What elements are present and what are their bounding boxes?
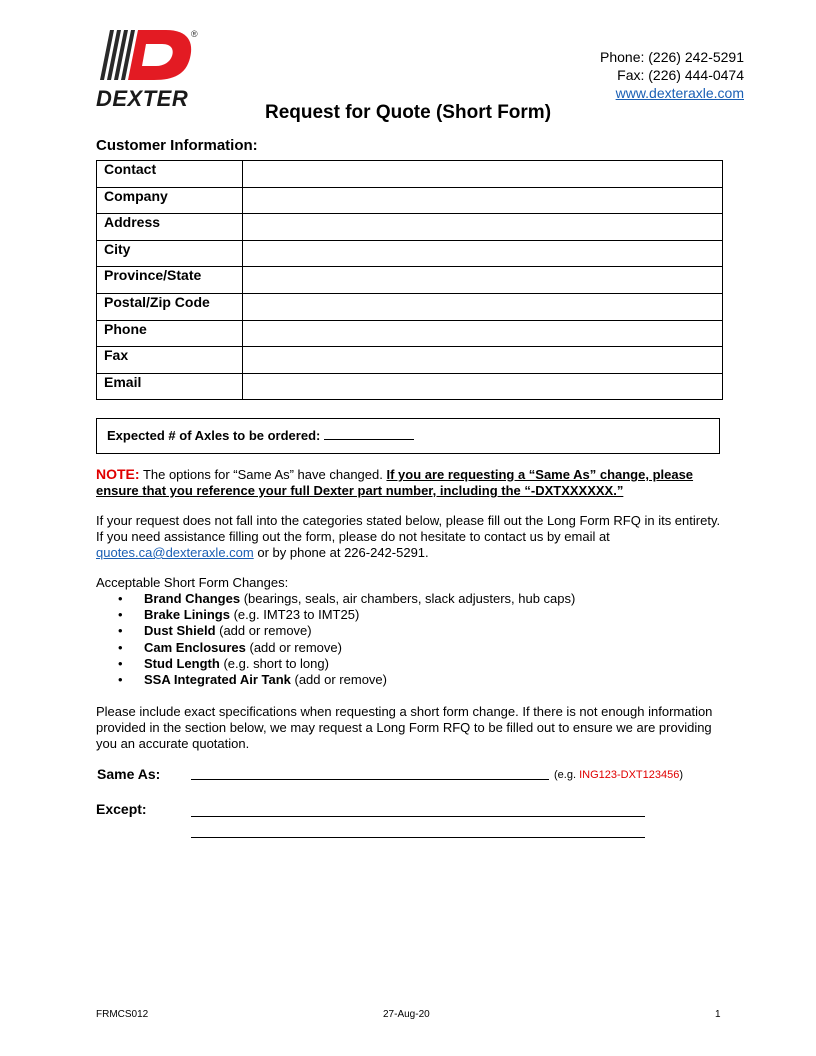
customer-row <box>97 267 723 294</box>
customer-field-label: Company <box>97 187 243 214</box>
email-link[interactable]: quotes.ca@dexteraxle.com <box>96 545 254 560</box>
axles-box <box>96 418 720 454</box>
logo-wordmark: DEXTER <box>96 86 189 111</box>
acceptable-changes-list <box>96 591 575 688</box>
note-text: The options for “Same As” have changed. <box>139 467 387 482</box>
customer-row <box>97 240 723 267</box>
change-description: (add or remove) <box>290 672 387 688</box>
customer-row <box>97 187 723 214</box>
except-label: Except: <box>96 801 147 817</box>
bullet-icon: • <box>118 607 123 623</box>
customer-field-label: Address <box>97 214 243 241</box>
change-name: Stud Length <box>144 655 220 671</box>
customer-field-label: Postal/Zip Code <box>97 293 243 320</box>
customer-field-input[interactable] <box>243 161 723 188</box>
customer-field-input[interactable] <box>243 240 723 267</box>
customer-row <box>97 293 723 320</box>
customer-field-input[interactable] <box>243 187 723 214</box>
change-name: SSA Integrated Air Tank <box>144 672 291 688</box>
list-item <box>96 672 575 688</box>
except-input-line-1[interactable] <box>191 816 645 817</box>
note-paragraph <box>96 466 726 499</box>
list-item <box>96 591 575 607</box>
bullet-icon: • <box>118 672 123 688</box>
same-as-example: (e.g. ING123-DXT123456) <box>554 769 684 781</box>
change-description: (add or remove) <box>215 623 312 639</box>
list-item <box>96 607 575 623</box>
change-name: Brake Linings <box>144 607 230 623</box>
same-as-label: Same As: <box>97 766 161 782</box>
customer-field-label: Email <box>97 373 243 400</box>
axles-input-line[interactable] <box>324 427 414 440</box>
bullet-icon: • <box>118 623 123 639</box>
change-description: (bearings, seals, air chambers, slack adjusters, hub caps) <box>240 591 576 606</box>
registered-mark: ® <box>191 29 198 39</box>
axles-label: Expected # of Axles to be ordered: <box>107 428 321 443</box>
instructions-paragraph <box>96 513 726 561</box>
customer-field-input[interactable] <box>243 347 723 374</box>
change-name: Brand Changes <box>144 591 241 606</box>
instructions-tail: or by phone at 226-242-5291. <box>253 545 429 560</box>
customer-field-input[interactable] <box>243 320 723 347</box>
customer-row <box>97 373 723 400</box>
list-item <box>96 640 575 656</box>
change-name: Dust Shield <box>144 623 216 639</box>
instructions-text: If your request does not fall into the categories stated below, please fill out the Long Form RFQ in its entirety. If you need assistance filling out the form, please do not hesitate to contact us by email at <box>96 513 721 544</box>
footer-date: 27-Aug-20 <box>383 1009 430 1020</box>
footer-page-number: 1 <box>715 1009 721 1020</box>
note-tag: NOTE: <box>96 466 140 482</box>
customer-info-table <box>96 160 723 400</box>
customer-field-label: Contact <box>97 161 243 188</box>
change-description: (e.g. short to long) <box>219 655 329 671</box>
change-description: (add or remove) <box>245 639 342 655</box>
website-link[interactable]: www.dexteraxle.com <box>615 85 744 101</box>
customer-field-label: Province/State <box>97 267 243 294</box>
customer-info-heading: Customer Information: <box>96 137 258 154</box>
customer-field-label: Fax <box>97 347 243 374</box>
change-name: Cam Enclosures <box>144 639 246 655</box>
example-part-number: ING123-DXT123456 <box>579 769 680 781</box>
same-as-input-line[interactable] <box>191 779 549 780</box>
contact-block <box>600 48 744 102</box>
note-emphasis: If you are requesting a “Same As” change, please ensure that you reference your full Dexter part number, including the “-DXTXXXXXX.” <box>96 467 694 498</box>
page-title: Request for Quote (Short Form) <box>264 102 552 123</box>
customer-field-input[interactable] <box>243 293 723 320</box>
acceptable-changes-heading: Acceptable Short Form Changes: <box>96 575 289 590</box>
customer-field-input[interactable] <box>243 373 723 400</box>
customer-row <box>97 320 723 347</box>
bullet-icon: • <box>118 639 123 655</box>
customer-field-label: Phone <box>97 320 243 347</box>
customer-field-label: City <box>97 240 243 267</box>
footer-form-code: FRMCS012 <box>96 1009 149 1020</box>
customer-row <box>97 214 723 241</box>
list-item <box>96 656 575 672</box>
specifications-paragraph: Please include exact specifications when requesting a short form change. If there is not enough information provided in the section below, we may request a Long Form RFQ to be filled out to ensure we are providing you an accurate quotation. <box>96 704 713 751</box>
bullet-icon: • <box>118 655 123 671</box>
change-description: (e.g. IMT23 to IMT25) <box>229 607 360 623</box>
except-input-line-2[interactable] <box>191 837 645 838</box>
customer-row <box>97 161 723 188</box>
bullet-icon: • <box>118 591 123 606</box>
phone-text: Phone: (226) 242-5291 <box>600 49 744 65</box>
customer-field-input[interactable] <box>243 267 723 294</box>
customer-row <box>97 347 723 374</box>
fax-text: Fax: (226) 444-0474 <box>617 67 744 83</box>
list-item <box>96 623 575 639</box>
customer-field-input[interactable] <box>243 214 723 241</box>
